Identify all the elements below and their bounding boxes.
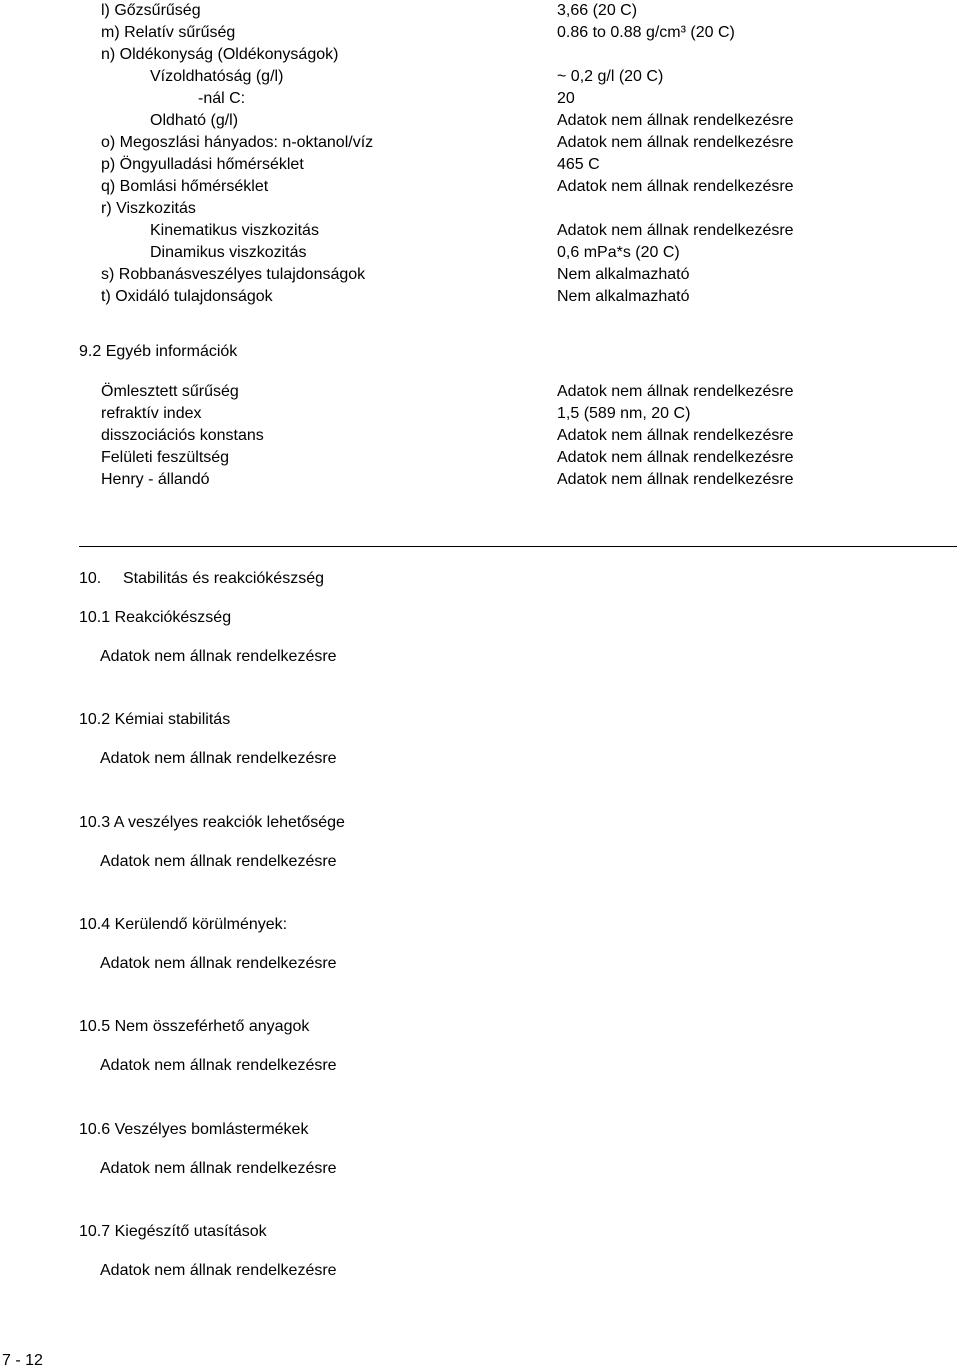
property-value: 0.86 to 0.88 g/cm³ (20 C) [557,24,735,41]
property-row [0,88,960,110]
subsection-text: Adatok nem állnak rendelkezésre [100,955,337,972]
subsection-heading: 10.2 Kémiai stabilitás [79,711,231,728]
property-row [0,242,960,264]
property-value: Adatok nem állnak rendelkezésre [557,471,794,488]
subsection-text: Adatok nem állnak rendelkezésre [100,1262,337,1279]
property-label: n) Oldékonyság (Oldékonyságok) [101,46,339,63]
property-label: Dinamikus viszkozitás [150,244,307,261]
property-row [0,425,960,447]
property-row [0,381,960,403]
subsection-heading: 10.1 Reakciókészség [79,609,232,626]
property-label: Henry - állandó [101,471,210,488]
property-value: Adatok nem állnak rendelkezésre [557,427,794,444]
subsection-heading: 10.6 Veszélyes bomlástermékek [79,1121,309,1138]
property-row [0,154,960,176]
property-label: l) Gőzsűrűség [101,2,201,19]
subsection-text: Adatok nem állnak rendelkezésre [100,853,337,870]
property-label: p) Öngyulladási hőmérséklet [101,156,304,173]
property-value: 465 C [557,156,600,173]
property-label: Kinematikus viszkozitás [150,222,319,239]
property-label: s) Robbanásveszélyes tulajdonságok [101,266,366,283]
property-value: 3,66 (20 C) [557,2,638,19]
property-row [0,22,960,44]
property-row [0,286,960,308]
property-value: Adatok nem állnak rendelkezésre [557,112,794,129]
subsection-text: Adatok nem állnak rendelkezésre [100,648,337,665]
property-label: Felületi feszültség [101,449,230,466]
property-label: disszociációs konstans [101,427,264,444]
property-value: Adatok nem állnak rendelkezésre [557,134,794,151]
property-row [0,403,960,425]
property-row [0,110,960,132]
property-value: Adatok nem állnak rendelkezésre [557,222,794,239]
property-row [0,220,960,242]
property-label: Vízoldhatóság (g/l) [150,68,284,85]
property-value: Adatok nem állnak rendelkezésre [557,449,794,466]
property-label: m) Relatív sűrűség [101,24,236,41]
property-row [0,132,960,154]
property-label: r) Viszkozitás [101,200,196,217]
section-title-text: Stabilitás és reakciókészség [123,570,324,587]
property-row [0,198,960,220]
section-number: 10. [79,570,102,587]
property-label: t) Oxidáló tulajdonságok [101,288,273,305]
property-label: Ömlesztett sűrűség [101,383,239,400]
page-number: 7 - 12 [2,1352,43,1369]
subsection-text: Adatok nem állnak rendelkezésre [100,1057,337,1074]
property-row [0,0,960,22]
property-value: ~ 0,2 g/l (20 C) [557,68,664,85]
subsection-text: Adatok nem állnak rendelkezésre [100,1160,337,1177]
property-value: 0,6 mPa*s (20 C) [557,244,680,261]
section-heading-9-2: 9.2 Egyéb információk [79,343,238,360]
property-row [0,264,960,286]
subsection-heading: 10.3 A veszélyes reakciók lehetősége [79,814,345,831]
property-value: Nem alkalmazható [557,266,690,283]
subsection-text: Adatok nem állnak rendelkezésre [100,750,337,767]
property-value: 1,5 (589 nm, 20 C) [557,405,691,422]
property-label: o) Megoszlási hányados: n-oktanol/víz [101,134,374,151]
property-label: Oldható (g/l) [150,112,239,129]
subsection-heading: 10.4 Kerülendő körülmények: [79,916,288,933]
section-title-10 [79,568,324,590]
property-value: Nem alkalmazható [557,288,690,305]
property-value: Adatok nem állnak rendelkezésre [557,178,794,195]
property-value: Adatok nem állnak rendelkezésre [557,383,794,400]
property-row [0,447,960,469]
property-row [0,66,960,88]
property-row [0,469,960,491]
property-row [0,44,960,66]
property-label: -nál C: [198,90,246,107]
property-label: refraktív index [101,405,202,422]
property-label: q) Bomlási hőmérséklet [101,178,269,195]
subsection-heading: 10.7 Kiegészítő utasítások [79,1223,267,1240]
property-value: 20 [557,90,575,107]
property-row [0,176,960,198]
subsection-heading: 10.5 Nem összeférhető anyagok [79,1018,310,1035]
section-divider [79,546,957,547]
